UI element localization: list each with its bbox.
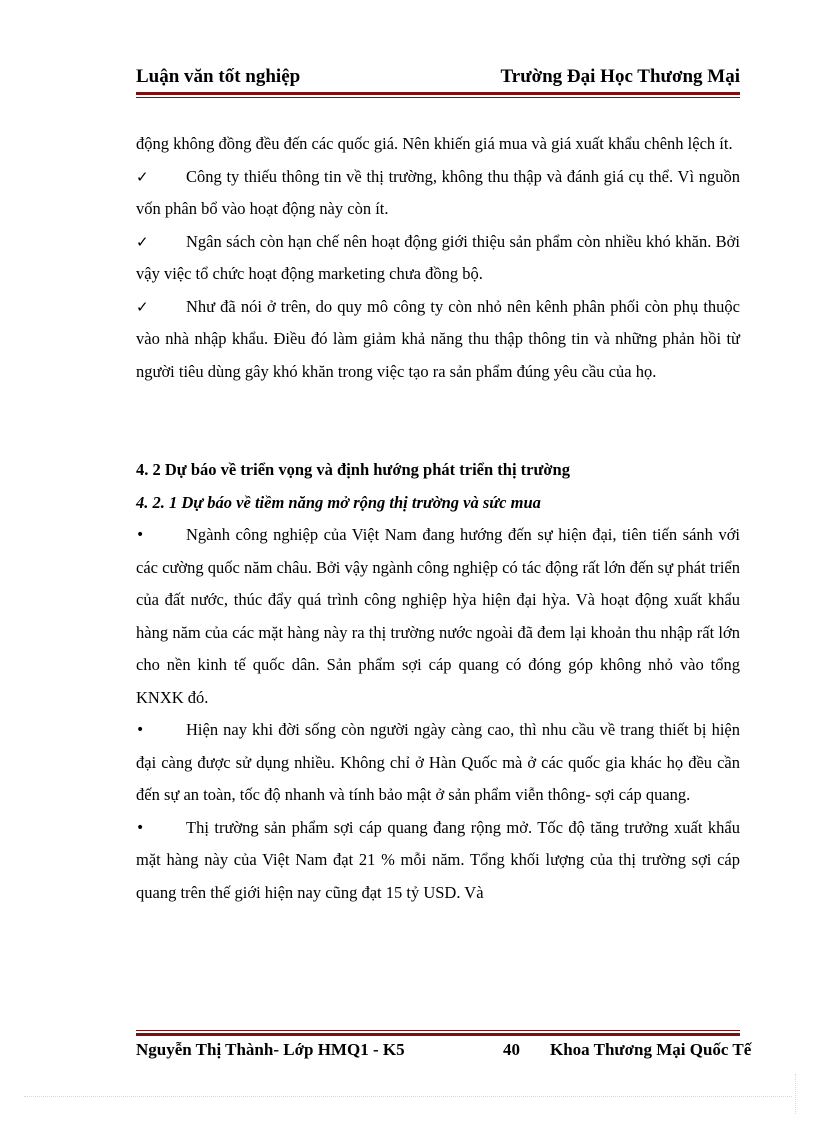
checkmark-icon: ✓ xyxy=(136,167,149,186)
footer-rule-thick xyxy=(136,1033,740,1036)
page-boundary-line xyxy=(24,1096,792,1097)
check-item-2 xyxy=(136,226,740,291)
document-body xyxy=(136,128,740,909)
header-rule-thick xyxy=(136,92,740,95)
header-rule-thin xyxy=(136,97,740,98)
paragraph-intro: động không đồng đều đến các quốc giá. Nên khiến giá mua và giá xuất khẩu chênh lệch ít. xyxy=(136,134,733,153)
bullet-item-text: Ngành công nghiệp của Việt Nam đang hướng đến sự hiện đại, tiên tiến sánh với các cường quốc năm châu. Bởi vậy ngành công nghiệp có tác động rất lớn đến sự phát triển của đất nước, thúc đẩy quá trình công nghiệp hỳa hiện đại hỳa. Và hoạt động xuất khẩu hàng năm của các mặt hàng này ra thị trường nước ngoài đã đem lại khoản thu nhập rất lớn cho nền kinh tế quốc dân. Sản phẩm sợi cáp quang có đóng góp không nhỏ vào tổng KNXK đó. xyxy=(136,525,740,707)
section-spacer xyxy=(136,388,740,454)
footer-faculty: Khoa Thương Mại Quốc Tế xyxy=(550,1040,752,1059)
footer-rule-thin xyxy=(136,1030,740,1031)
bullet-item-text: Thị trường sản phẩm sợi cáp quang đang rộng mở. Tốc độ tăng trưởng xuất khẩu mặt hàng này của Việt Nam đạt 21 % mỗi năm. Tổng khối lượng của thị trường sợi cáp quang trên thế giới hiện nay cũng đạt 15 tỷ USD. Và xyxy=(136,817,740,902)
check-item-text: Như đã nói ở trên, do quy mô công ty còn nhỏ nên kênh phân phối còn phụ thuộc vào nhà nhập khẩu. Điều đó làm giảm khả năng thu thập thông tin và những phản hồi từ người tiêu dùng gây khó khăn trong việc tạo ra sản phẩm đúng yêu cầu của họ. xyxy=(136,296,740,381)
bullet-icon: • xyxy=(136,819,145,836)
check-item-text: Ngân sách còn hạn chế nên hoạt động giới thiệu sản phẩm còn nhiều khó khăn. Bởi vậy việc tổ chức hoạt động marketing chưa đồng bộ. xyxy=(136,231,740,283)
check-item-text: Công ty thiếu thông tin về thị trường, không thu thập và đánh giá cụ thể. Vì nguồn vốn phân bổ vào hoạt động này còn ít. xyxy=(136,166,740,218)
check-item-1 xyxy=(136,161,740,226)
checkmark-icon: ✓ xyxy=(136,297,149,316)
checkmark-icon: ✓ xyxy=(136,232,149,251)
header-thesis-title: Luận văn tốt nghiệp xyxy=(136,66,301,87)
section-heading: 4. 2 Dự báo về triển vọng và định hướng phát triển thị trường xyxy=(136,460,570,479)
bullet-item-1 xyxy=(136,519,740,714)
page-boundary-marker xyxy=(795,1074,796,1114)
header-university: Trường Đại Học Thương Mại xyxy=(500,66,740,87)
check-item-3 xyxy=(136,291,740,389)
page-footer xyxy=(136,1040,786,1064)
page-number: 40 xyxy=(503,1040,520,1059)
page-header xyxy=(136,66,740,90)
subsection-heading: 4. 2. 1 Dự báo về tiềm năng mở rộng thị trường và sức mua xyxy=(136,492,541,512)
bullet-icon: • xyxy=(136,722,145,738)
bullet-item-3 xyxy=(136,812,740,910)
bullet-icon: • xyxy=(136,527,145,543)
footer-author: Nguyễn Thị Thành- Lớp HMQ1 - K5 xyxy=(136,1040,405,1059)
bullet-item-text: Hiện nay khi đời sống còn người ngày càng cao, thì nhu cầu về trang thiết bị hiện đại càng được sử dụng nhiều. Không chỉ ở Hàn Quốc mà ở các quốc gia khác họ đều cần đến sự an toàn, tốc độ nhanh và tính bảo mật ở sản phẩm viễn thông- sợi cáp quang. xyxy=(136,720,740,804)
bullet-item-2 xyxy=(136,714,740,812)
